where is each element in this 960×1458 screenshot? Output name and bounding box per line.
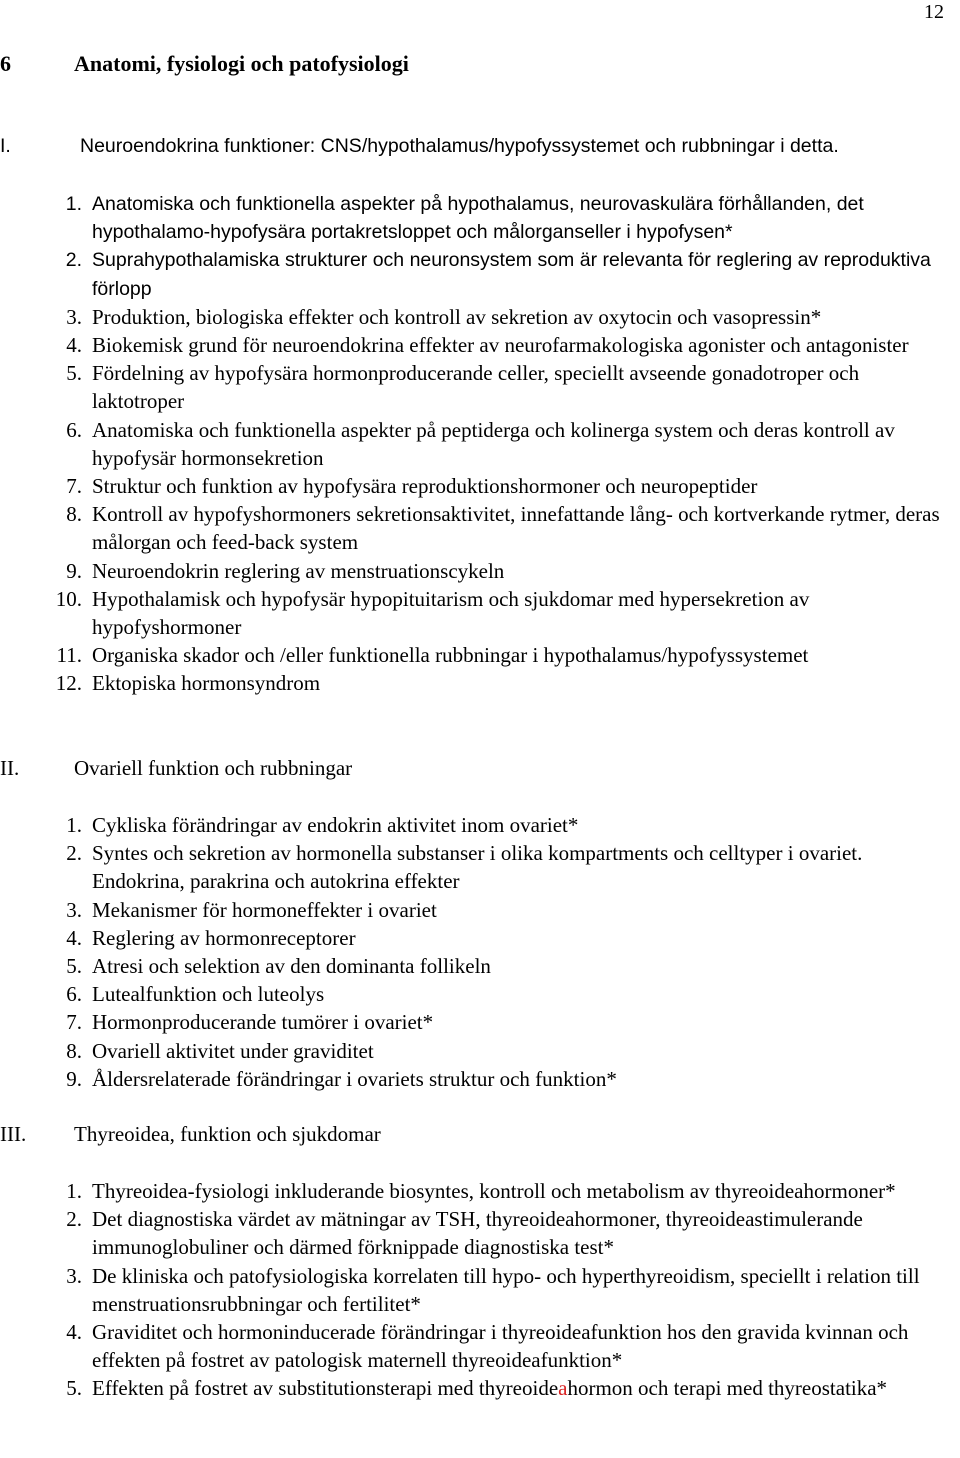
- list-item: 4. Graviditet och hormoninducerade förändringar i thyreoideafunktion hos den gravida kvinnan och effekten på fostret av patologisk maternell thyreoideafunktion*: [66, 1320, 909, 1373]
- list-item: 9. Åldersrelaterade förändringar i ovariets struktur och funktion*: [66, 1066, 617, 1091]
- section-iii-list: [0, 1177, 950, 1403]
- list-item: 5. Atresi och selektion av den dominanta follikeln: [66, 954, 491, 979]
- section-title: Ovariell funktion och rubbningar: [74, 756, 353, 780]
- list-item: 5. Fördelning av hypofysära hormonproducerande celler, speciellt avseende gonadotroper och laktotroper: [66, 361, 860, 414]
- list-item: 1. Cykliska förändringar av endokrin aktivitet inom ovariet*: [66, 813, 579, 837]
- section-i-list: [0, 190, 950, 698]
- list-item: 3. De kliniska och patofysiologiska korrelaten till hypo- och hyperthyreoidism, speciellt i relation till menstruationsrubbningar och fertilitet*: [66, 1263, 920, 1316]
- list-item: 4. Biokemisk grund för neuroendokrina effekter av neurofarmakologiska agonister och antagonister: [66, 333, 909, 358]
- chapter-number: 6: [0, 51, 11, 76]
- section-ii-list: [0, 811, 950, 1093]
- list-item: 2. Suprahypothalamiska strukturer och neuronsystem som är relevanta för reglering av reproduktiva förlopp: [65, 249, 931, 300]
- list-item: 5. Effekten på fostret av substitutionsterapi med thyreoideahormon och terapi med thyreostatika*: [66, 1376, 888, 1401]
- section-numeral: III.: [0, 1122, 27, 1146]
- list-item: 7. Hormonproducerande tumörer i ovariet*: [66, 1010, 434, 1035]
- chapter-title: Anatomi, fysiologi och patofysiologi: [74, 51, 409, 76]
- list-item: 9. Neuroendokrin reglering av menstruationscykeln: [66, 558, 505, 583]
- list-item: 6. Lutealfunktion och luteolys: [66, 982, 325, 1007]
- list-item: 2. Syntes och sekretion av hormonella substanser i olika kompartments och celltyper i ovariet. Endokrina, parakrina och autokrina effekter: [66, 841, 863, 894]
- list-item: 8. Ovariell aktivitet under graviditet: [66, 1038, 374, 1063]
- list-item: 12. Ektopiska hormonsyndrom: [55, 671, 321, 696]
- list-item: 7. Struktur och funktion av hypofysära reproduktionshormoner och neuropeptider: [66, 474, 758, 499]
- section-numeral: II.: [0, 756, 20, 780]
- list-item: 4. Reglering av hormonreceptorer: [66, 925, 356, 950]
- list-item: 8. Kontroll av hypofyshormoners sekretionsaktivitet, innefattande lång- och kortverkande rytmer, deras målorgan och feed-back system: [66, 502, 940, 555]
- list-item: 3. Produktion, biologiska effekter och kontroll av sekretion av oxytocin och vasopressin*: [66, 304, 822, 329]
- list-item: 3. Mekanismer för hormoneffekter i ovariet: [66, 897, 437, 922]
- list-item: 2. Det diagnostiska värdet av mätningar av TSH, thyreoideahormoner, thyreoideastimulerande immunoglobuliner och därmed förknippade diagnostiska test*: [66, 1207, 863, 1260]
- page-number: 12: [924, 1, 944, 23]
- list-item: 6. Anatomiska och funktionella aspekter på peptiderga och kolinerga system och deras kontroll av hypofysär hormonsekretion: [66, 417, 895, 470]
- list-item: 1. Thyreoidea-fysiologi inkluderande biosyntes, kontroll och metabolism av thyreoideahormoner*: [66, 1179, 896, 1203]
- list-item: 11. Organiska skador och /eller funktionella rubbningar i hypothalamus/hypofyssystemet: [56, 643, 809, 668]
- section-numeral: I.: [0, 135, 11, 157]
- list-item: 10. Hypothalamisk och hypofysär hypopituitarism och sjukdomar med hypersekretion av hypofyshormoner: [55, 586, 810, 640]
- highlighted-letter: a: [558, 1376, 568, 1401]
- section-title: Neuroendokrina funktioner: CNS/hypothalamus/hypofyssystemet och rubbningar i detta.: [80, 135, 839, 157]
- list-item: 1. Anatomiska och funktionella aspekter på hypothalamus, neurovaskulära förhållanden, det hypothalamo-hypofysära portakretsloppet och målorganseller i hypofysen*: [65, 193, 864, 244]
- section-title: Thyreoidea, funktion och sjukdomar: [74, 1122, 381, 1146]
